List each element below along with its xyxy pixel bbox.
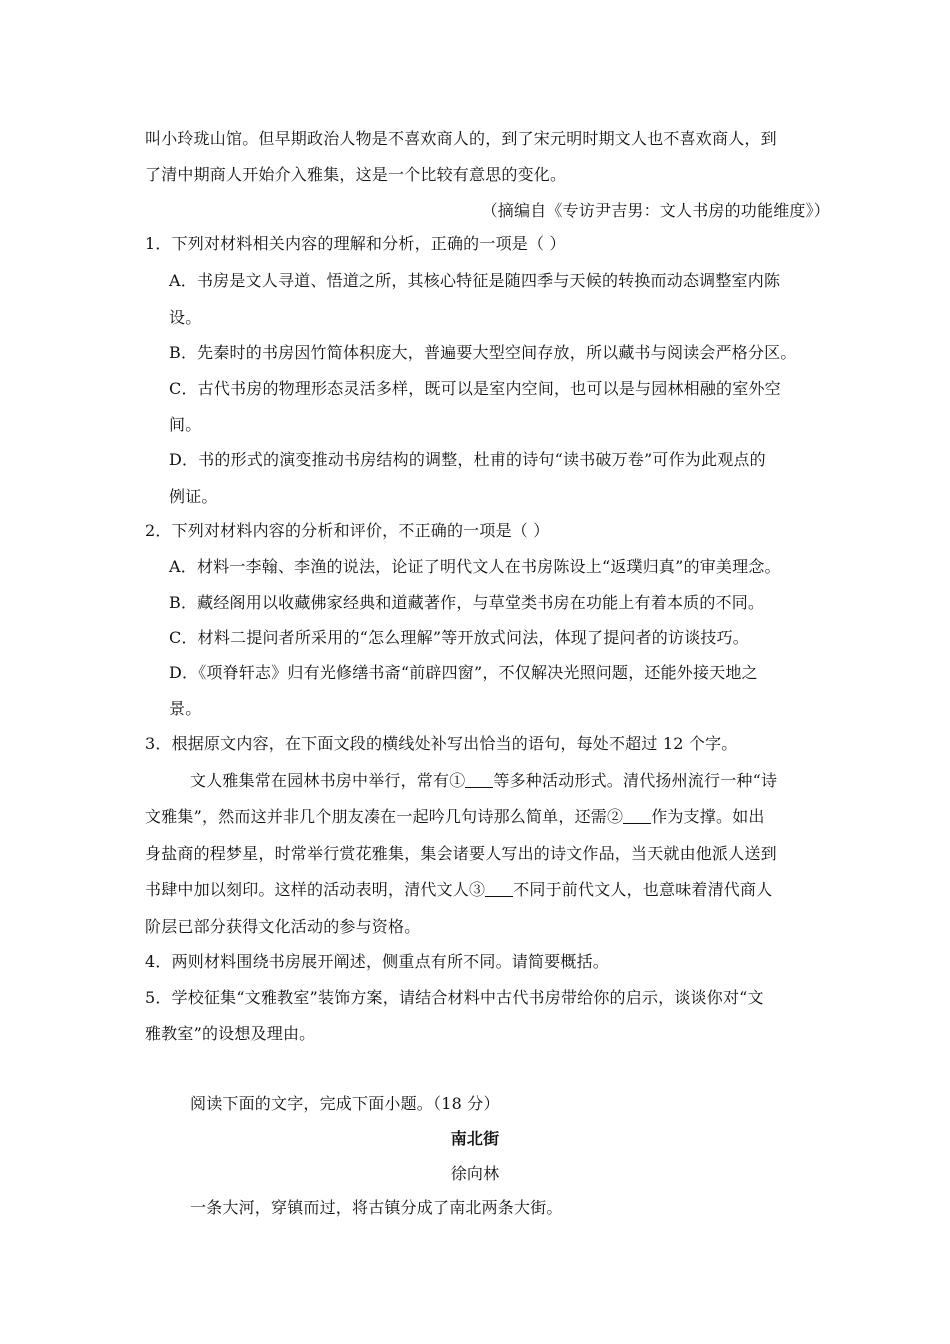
option-c: C．古代书房的物理形态灵活多样，既可以是室内空间，也可以是与园林相融的室外空 — [169, 379, 781, 398]
answer-blank-2[interactable] — [623, 809, 651, 824]
option-c: C．材料二提问者所采用的“怎么理解”等开放式问法，体现了提问者的访谈技巧。 — [169, 628, 750, 647]
question-stem: 2．下列对材料内容的分析和评价，不正确的一项是（ ） — [145, 521, 550, 540]
question-stem: 1．下列对材料相关内容的理解和分析，正确的一项是（ ） — [145, 234, 566, 253]
option-a: A．书房是文人寻道、悟道之所，其核心特征是随四季与天候的转换而动态调整室内陈 — [169, 271, 781, 290]
text-segment: 不同于前代文人，也意味着清代商人 — [513, 880, 773, 899]
option-a: A．材料一李翰、李渔的说法，论证了明代文人在书房陈设上“返璞归真”的审美理念。 — [169, 557, 781, 576]
text-segment: 等多种活动形式。清代扬州流行一种“诗 — [493, 771, 778, 790]
text-segment: 文雅集”，然而这并非几个朋友凑在一起吟几句诗那么简单，还需② — [145, 807, 624, 826]
option-a-cont: 设。 — [169, 308, 202, 327]
article-paragraph: 一条大河，穿镇而过，将古镇分成了南北两条大街。 — [190, 1198, 563, 1217]
passage-line: 阶层已部分获得文化活动的参与资格。 — [145, 917, 421, 936]
source-citation: （摘编自《专访尹吉男：文人书房的功能维度》） — [481, 201, 830, 220]
text-segment: 书肆中加以刻印。这样的活动表明，清代文人③ — [145, 880, 486, 899]
article-author: 徐向林 — [450, 1164, 500, 1183]
option-d-cont: 例证。 — [169, 487, 218, 506]
reading-intro: 阅读下面的文字，完成下面小题。（18 分） — [190, 1094, 500, 1113]
question-stem-cont: 雅教室”的设想及理由。 — [145, 1024, 316, 1043]
passage-line — [190, 770, 777, 792]
option-c-cont: 间。 — [169, 415, 202, 434]
option-d: D．《项脊轩志》归有光修缮书斋“前辟四窗”，不仅解决光照问题，还能外接天地之 — [169, 663, 758, 682]
passage-line — [145, 806, 765, 828]
answer-blank-3[interactable] — [485, 882, 513, 897]
option-b: B．藏经阁用以收藏佛家经典和道藏著作，与草堂类书房在功能上有着本质的不同。 — [169, 593, 765, 612]
text-segment: 文人雅集常在园林书房中举行，常有① — [190, 771, 466, 790]
answer-blank-1[interactable] — [465, 773, 493, 788]
text-segment: 作为支撑。如出 — [651, 807, 765, 826]
passage-line — [145, 879, 772, 901]
article-title: 南北街 — [450, 1129, 500, 1148]
option-b: B．先秦时的书房因竹简体积庞大，普遍要大型空间存放，所以藏书与阅读会严格分区。 — [169, 343, 797, 362]
question-stem: 5．学校征集“文雅教室”装饰方案，请结合材料中古代书房带给你的启示，谈谈你对“文 — [145, 988, 764, 1007]
passage-line: 了清中期商人开始介入雅集，这是一个比较有意思的变化。 — [145, 165, 567, 184]
passage-line: 身盐商的程梦星，时常举行赏花雅集，集会诸要人写出的诗文作品，当天就由他派人送到 — [145, 844, 777, 863]
question-stem: 3．根据原文内容，在下面文段的横线处补写出恰当的语句，每处不超过 12 个字。 — [145, 734, 738, 753]
option-d: D．书的形式的演变推动书房结构的调整，杜甫的诗句“读书破万卷”可作为此观点的 — [169, 450, 766, 469]
option-d-cont: 景。 — [169, 699, 202, 718]
question-stem: 4．两则材料围绕书房展开阐述，侧重点有所不同。请简要概括。 — [145, 952, 609, 971]
passage-line: 叫小玲珑山馆。但早期政治人物是不喜欢商人的，到了宋元明时期文人也不喜欢商人，到 — [145, 129, 777, 148]
